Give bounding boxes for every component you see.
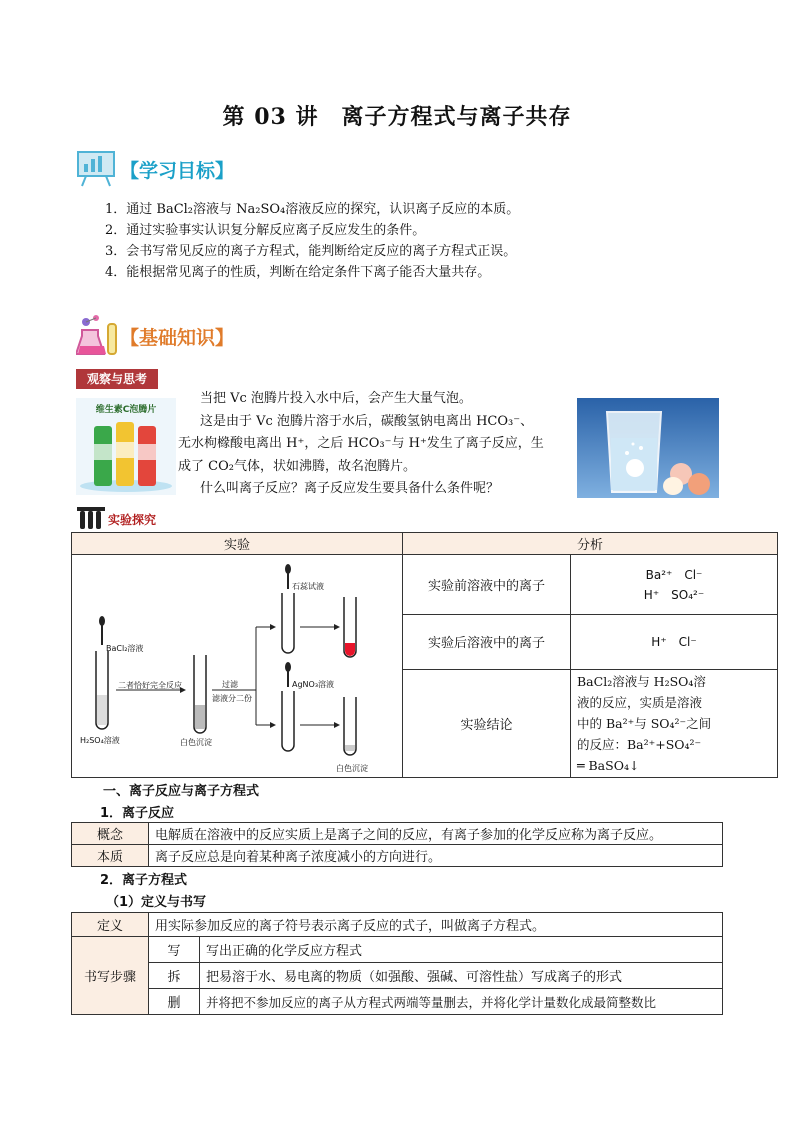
objective-item: 2．通过实验事实认识复分解反应离子反应发生的条件。 [105, 223, 426, 238]
product-label: 维生素C泡腾片 [95, 405, 157, 415]
label-h2so4: H₂SO₄溶液 [80, 736, 120, 745]
ions-line: H⁺ SO₄²⁻ [643, 587, 705, 602]
steps-key: 书写步骤 [72, 937, 149, 1015]
label-agno3: AgNO₃溶液 [292, 680, 335, 689]
section1-sub1: 1．离子反应 [100, 806, 175, 821]
label-step1: 二者恰好完全反应 [118, 681, 182, 690]
presentation-board-icon [76, 148, 120, 188]
observe-line: 当把 Vc 泡腾片投入水中后，会产生大量气泡。 [200, 391, 472, 406]
basics-heading: 【基础知识】 [120, 327, 235, 349]
step-delete-key: 删 [149, 989, 200, 1015]
definition-key: 定义 [72, 913, 149, 937]
flask-icon [76, 314, 122, 358]
section1-sub2a: （1）定义与书写 [106, 895, 207, 910]
conclusion-line: 的反应：Ba²⁺+SO₄²⁻ [577, 736, 702, 752]
fizzing-glass-image [577, 398, 719, 498]
page-title: 第 03 讲 离子方程式与离子共存 [222, 104, 572, 130]
conclusion-line: BaCl₂溶液与 H₂SO₄溶 [577, 673, 706, 689]
objectives-heading: 【学习目标】 [120, 160, 235, 182]
essence-key: 本质 [72, 845, 149, 867]
step-write-value: 写出正确的化学反应方程式 [200, 937, 723, 963]
step-split-key: 拆 [149, 963, 200, 989]
essence-value: 离子反应总是向着某种离子浓度减小的方向进行。 [149, 845, 723, 867]
observe-text [76, 388, 566, 501]
apparatus-drawing [72, 555, 402, 777]
label-precip1: 白色沉淀 [180, 738, 212, 747]
step-delete-value: 并将把不参加反应的离子从方程式两端等量删去，并将化学计量数化成最简整数比 [200, 989, 723, 1015]
observe-line: 什么叫离子反应？离子反应发生要具备什么条件呢？ [200, 481, 500, 496]
objective-item: 3．会书写常见反应的离子方程式，能判断给定反应的离子方程式正误。 [105, 244, 517, 259]
row-after-label: 实验后溶液中的离子 [403, 615, 571, 669]
col-experiment: 实验 [72, 533, 403, 555]
conclusion-line: 中的 Ba²⁺与 SO₄²⁻之间 [577, 715, 712, 731]
conclusion-line: 液的反应，实质是溶液 [577, 694, 703, 710]
concept-value: 电解质在溶液中的反应实质上是离子之间的反应，有离子参加的化学反应称为离子反应。 [149, 823, 723, 845]
objective-item: 4．能根据常见离子的性质，判断在给定条件下离子能否大量共存。 [105, 265, 491, 280]
ions-line: Ba²⁺ Cl⁻ [645, 567, 703, 582]
row-before-label: 实验前溶液中的离子 [403, 555, 571, 615]
ion-reaction-table [71, 822, 723, 867]
row-after-ions: H⁺ Cl⁻ [571, 615, 778, 669]
objective-item: 1．通过 BaCl₂溶液与 Na₂SO₄溶液反应的探究，认识离子反应的本质。 [105, 202, 520, 217]
row-conclusion-label: 实验结论 [403, 669, 571, 778]
concept-key: 概念 [72, 823, 149, 845]
experiment-diagram [72, 555, 403, 778]
observe-tag: 观察与思考 [76, 369, 158, 389]
observe-line: 无水枸橼酸电离出 H⁺，之后 HCO₃⁻与 H⁺发生了离子反应，生 [178, 436, 544, 451]
label-precip2: 白色沉淀 [336, 764, 368, 773]
label-split: 滤液分二份 [212, 694, 252, 703]
label-filter: 过滤 [222, 680, 238, 689]
test-tubes-icon [76, 505, 106, 531]
experiment-table [71, 532, 778, 778]
step-split-value: 把易溶于水、易电离的物质（如强酸、强碱、可溶性盐）写成离子的形式 [200, 963, 723, 989]
col-analysis: 分析 [403, 533, 778, 555]
section1-heading: 一、离子反应与离子方程式 [103, 784, 260, 799]
row-conclusion-text [571, 669, 778, 778]
observe-line: 这是由于 Vc 泡腾片溶于水后，碳酸氢钠电离出 HCO₃⁻、 [200, 413, 534, 429]
definition-value: 用实际参加反应的离子符号表示离子反应的式子，叫做离子方程式。 [149, 913, 723, 937]
conclusion-line: ═ BaSO₄↓ [577, 757, 640, 773]
ion-equation-table [71, 912, 723, 1015]
label-litmus: 石蕊试液 [292, 582, 324, 591]
step-write-key: 写 [149, 937, 200, 963]
section1-sub2: 2．离子方程式 [100, 873, 188, 888]
row-before-ions [571, 555, 778, 615]
label-bacl2: BaCl₂溶液 [106, 644, 144, 653]
experiment-tag: 实验探究 [108, 513, 157, 527]
observe-line: 成了 CO₂气体，状如沸腾，故名泡腾片。 [178, 458, 416, 474]
